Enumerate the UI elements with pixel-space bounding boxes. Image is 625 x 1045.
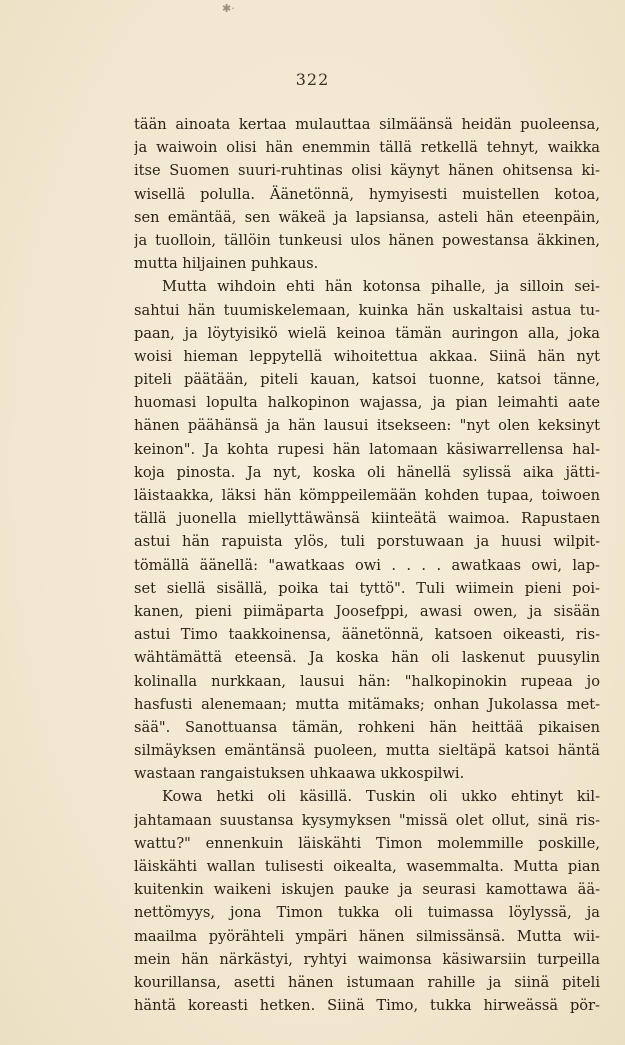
text-line: maailma pyörähteli ympäri hänen silmissänsä. Mutta wii- — [134, 927, 600, 945]
text-line: ja waiwoin olisi hän enemmin tällä retkellä tehnyt, waikka — [134, 139, 600, 157]
text-line: wisellä polulla. Äänetönnä, hymyisesti muistellen kotoa, — [134, 185, 600, 203]
text-line: keinon". Ja kohta rupesi hän latomaan käsiwarrellensa hal- — [134, 440, 600, 458]
text-line: sen emäntää, sen wäkeä ja lapsiansa, asteli hän eteenpäin, — [134, 208, 600, 226]
text-line: tällä juonella miellyttäwänsä kiinteätä waimoa. Rapustaen — [134, 510, 600, 528]
body-text — [134, 113, 600, 1017]
text-line: astui Timo taakkoinensa, äänetönnä, katsoen oikeasti, ris- — [134, 626, 600, 644]
text-line: tään ainoata kertaa mulauttaa silmäänsä heidän puoleensa, — [134, 116, 600, 133]
text-line: huomasi lopulta halkopinon wajassa, ja pian leimahti aate — [134, 394, 600, 412]
text-line: ja tuolloin, tällöin tunkeusi ulos hänen powestansa äkkinen, — [134, 231, 600, 249]
text-line: paan, ja löytyisikö wielä keinoa tämän auringon alla, joka — [134, 324, 600, 342]
text-line: piteli päätään, piteli kauan, katsoi tuonne, katsoi tänne, — [134, 371, 600, 389]
text-line: kanen, pieni piimäparta Joosefppi, awasi owen, ja sisään — [134, 602, 600, 620]
page-number: 322 — [295, 70, 330, 89]
text-line: kuitenkin waikeni iskujen pauke ja seurasi kamottawa ää- — [134, 881, 600, 899]
text-line: Mutta wihdoin ehti hän kotonsa pihalle, ja silloin sei- — [162, 278, 600, 296]
text-line: hasfusti alenemaan; mutta mitämaks; onhan Jukolassa met- — [134, 695, 600, 713]
text-line: wastaan rangaistuksen uhkaawa ukkospilwi. — [134, 765, 465, 783]
text-line: koja pinosta. Ja nyt, koska oli hänellä sylissä aika jätti- — [134, 463, 600, 481]
text-line: tömällä äänellä: "awatkaas owi . . . . awatkaas owi, lap- — [134, 556, 600, 574]
text-line: set siellä sisällä, poika tai tyttö". Tuli wiimein pieni poi- — [134, 579, 600, 597]
text-line: jahtamaan suustansa kysymyksen "missä olet ollut, sinä ris- — [134, 811, 600, 829]
text-line: läiskähti wallan tulisesti oikealta, wasemmalta. Mutta pian — [134, 858, 600, 875]
text-line: nettömyys, jona Timon tukka oli tuimassa löylyssä, ja — [134, 904, 600, 922]
text-line: astui hän rapuista ylös, tuli porstuwaan ja huusi wilpit- — [134, 533, 600, 551]
text-line: kolinalla nurkkaan, lausui hän: "halkopinokin rupeaa jo — [134, 672, 600, 690]
text-line: itse Suomen suuri-ruhtinas olisi käynyt hänen ohitsensa ki- — [134, 162, 600, 180]
page-speck: ✱· — [222, 2, 235, 15]
text-line: kourillansa, asetti hänen istumaan rahille ja siinä piteli — [134, 973, 600, 991]
text-line: läistaakka, läksi hän kömppeilemään kohden tupaa, toiwoen — [134, 487, 600, 504]
text-line: wähtämättä eteensä. Ja koska hän oli laskenut puusylin — [134, 649, 600, 667]
text-line: Kowa hetki oli käsillä. Tuskin oli ukko ehtinyt kil- — [162, 788, 600, 806]
text-line: mein hän närkästyi, ryhtyi waimonsa käsiwarsiin turpeilla — [134, 950, 600, 968]
text-line: mutta hiljainen puhkaus. — [134, 255, 319, 273]
text-line: wattu?" ennenkuin läiskähti Timon molemmille poskille, — [134, 834, 600, 852]
text-line: hänen päähänsä ja hän lausui itsekseen: "nyt olen keksinyt — [134, 417, 600, 435]
text-line: woisi hieman leppytellä wihoitettua akkaa. Siinä hän nyt — [134, 347, 600, 365]
text-line: häntä koreasti hetken. Siinä Timo, tukka hirweässä pör- — [134, 997, 600, 1015]
text-line: sää". Sanottuansa tämän, rohkeni hän heittää pikaisen — [134, 718, 600, 736]
text-line: sahtui hän tuumiskelemaan, kuinka hän uskaltaisi astua tu- — [134, 301, 600, 319]
text-line: silmäyksen emäntänsä puoleen, mutta sieltäpä katsoi häntä — [134, 742, 600, 760]
